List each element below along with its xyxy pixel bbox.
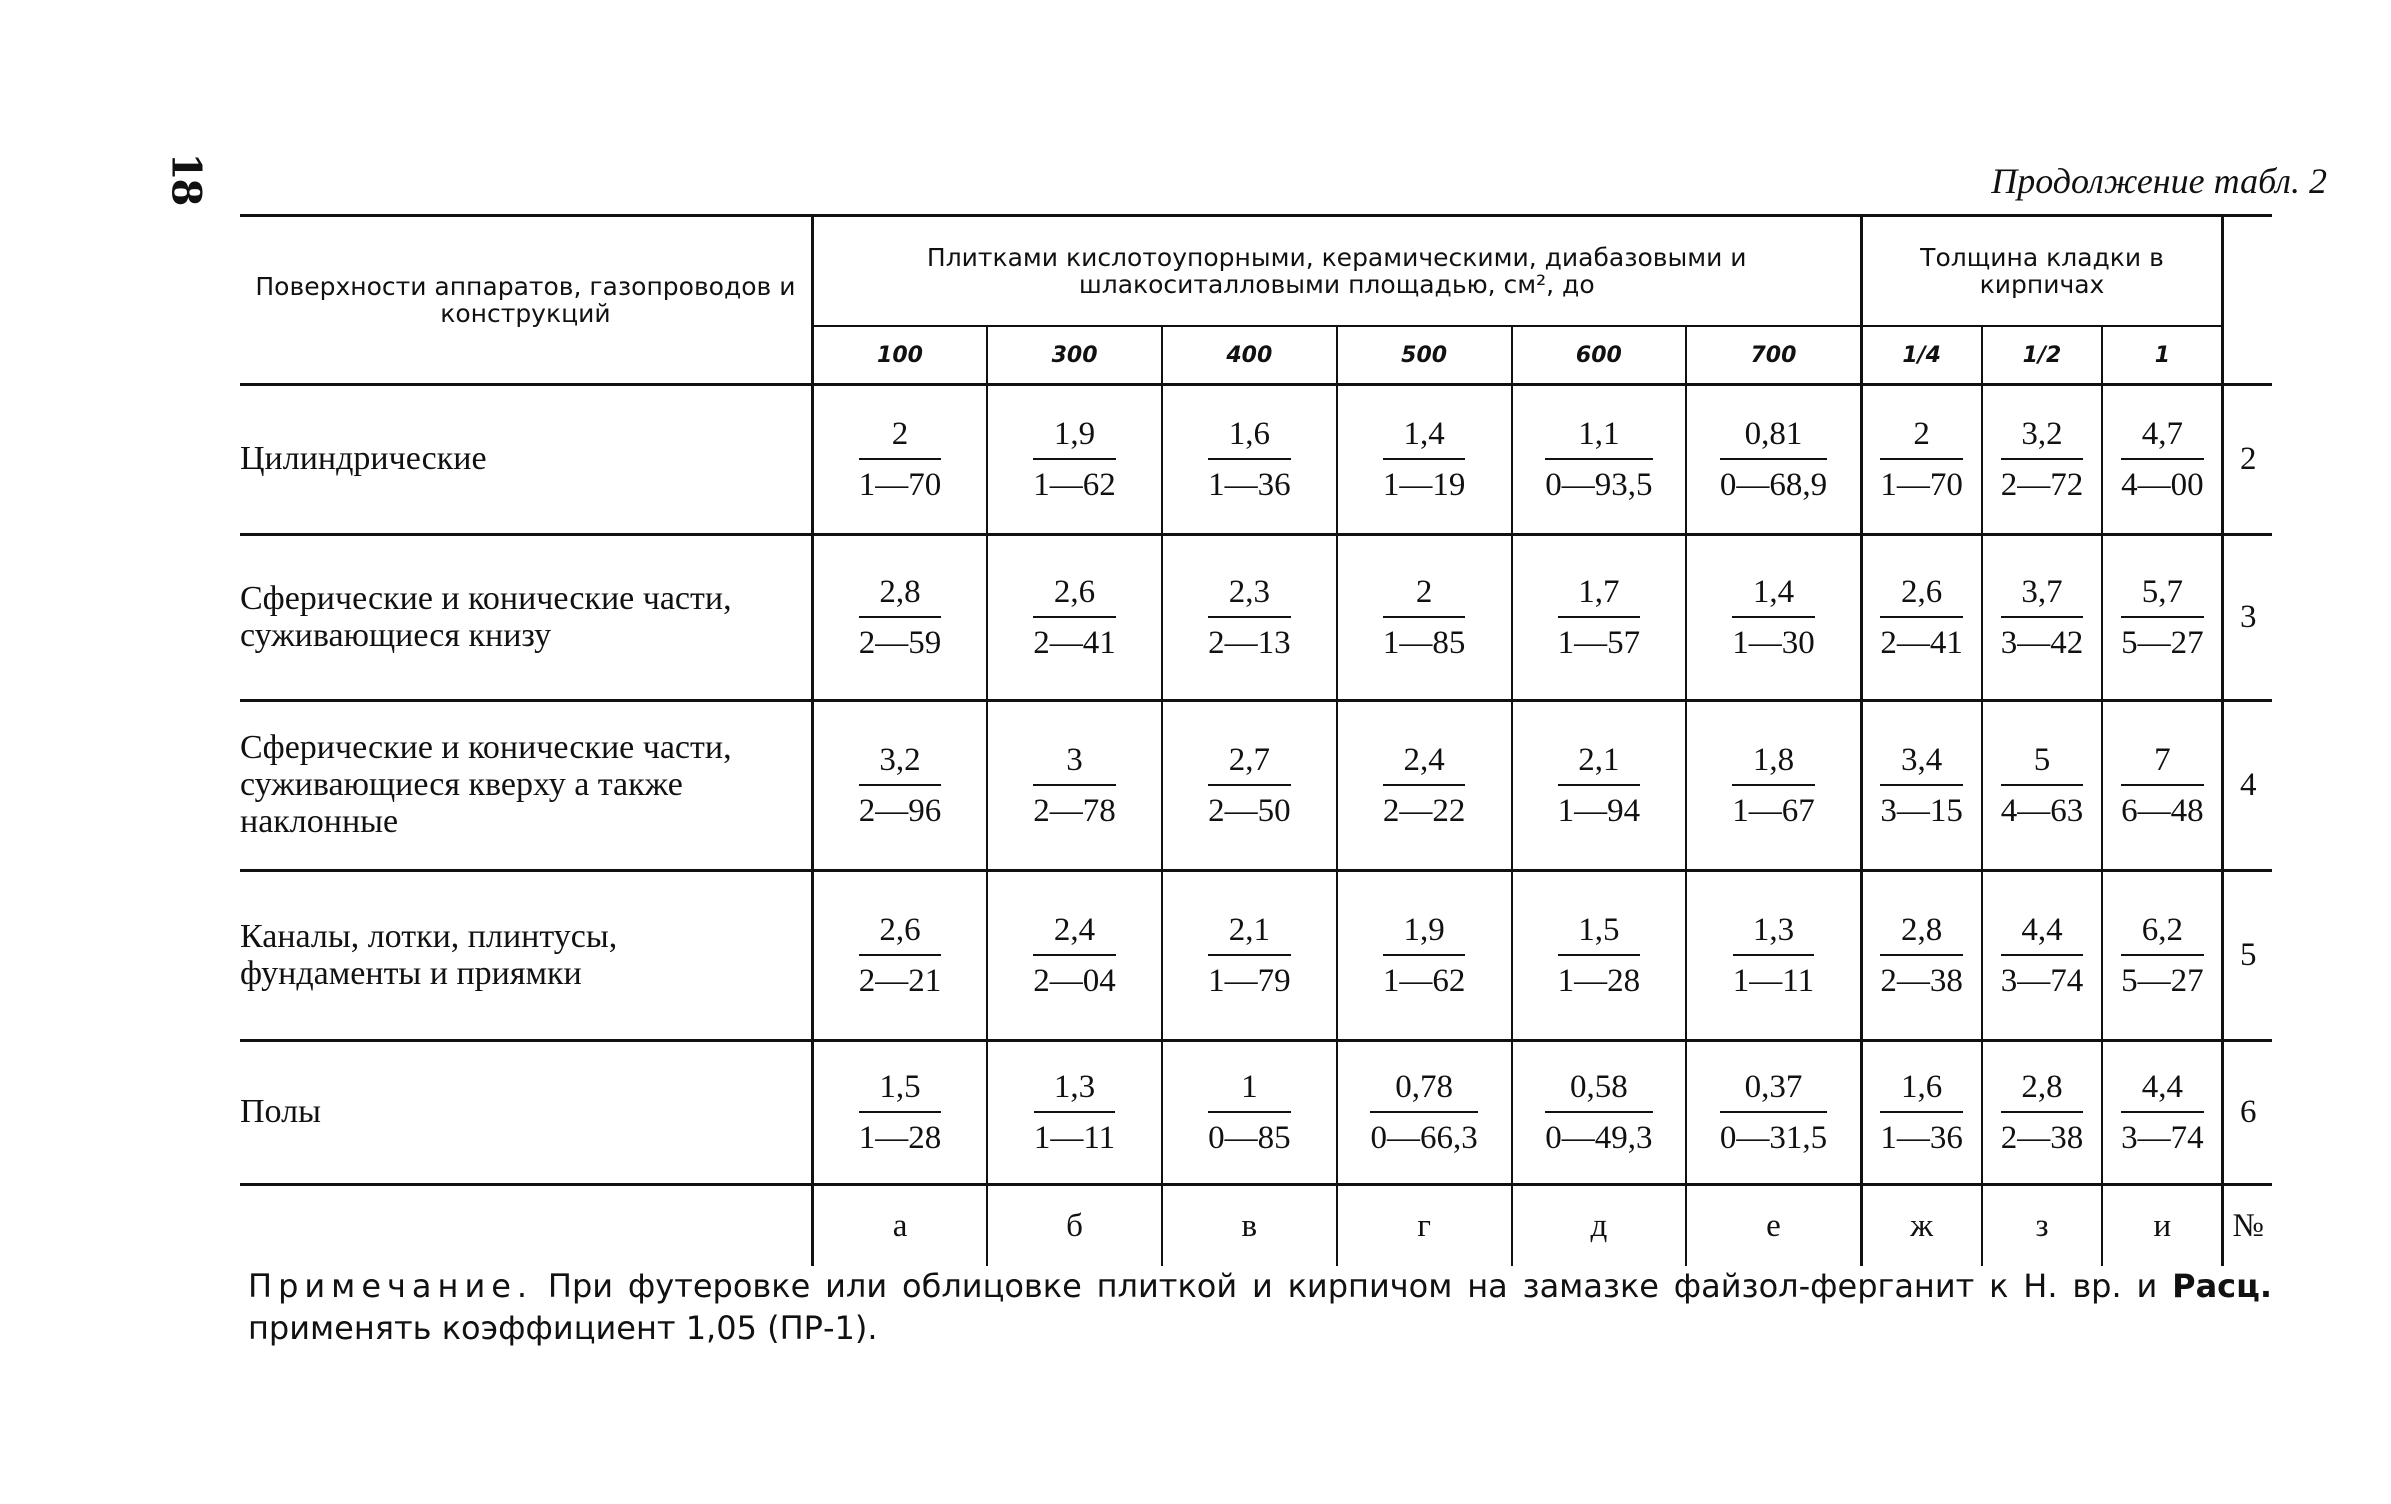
rate-fraction [1732,575,1815,660]
rate-time: 0,78 [1370,1070,1477,1113]
rate-fraction [1033,743,1116,828]
rate-price: 1—28 [858,1119,942,1156]
brick-size-one: 1 [2102,326,2223,385]
column-letter: ж [1861,1185,1982,1267]
rate-price: 2—50 [1208,792,1291,829]
rate-time: 1,8 [1732,743,1815,786]
rate-price: 1—11 [1033,1119,1116,1156]
rate-price: 2—59 [858,624,942,661]
table-row [240,871,2272,1041]
rate-fraction [1033,913,1116,998]
rate-fraction [2121,1070,2204,1155]
rate-price: 0—49,3 [1545,1119,1653,1156]
brick-size-quarter: 1/4 [1861,326,1982,385]
rate-fraction [2121,417,2204,502]
rate-price: 2—22 [1382,792,1466,829]
rate-price: 3—74 [2121,1119,2204,1156]
rate-time: 4,4 [2001,913,2084,956]
rate-price: 1—11 [1732,962,1815,999]
rate-price: 2—21 [858,962,942,999]
note-text-continued: применять коэффициент 1,05 (ПР-1). [248,1308,878,1347]
rate-fraction [1208,743,1291,828]
rate-price: 2—78 [1033,792,1116,829]
rate-time: 2,6 [1033,575,1116,618]
rate-price: 1—28 [1557,962,1641,999]
column-letter: а [812,1185,987,1267]
rate-price: 4—00 [2121,466,2204,503]
tile-size-300: 300 [987,326,1162,385]
rate-time: 2,3 [1208,575,1291,618]
rate-fraction [1720,417,1827,502]
rate-price: 1—36 [1208,466,1291,503]
rate-time: 2,8 [1880,913,1963,956]
column-letter: е [1686,1185,1861,1267]
rate-price: 4—63 [2000,792,2084,829]
rate-price: 1—70 [1880,466,1963,503]
rate-price: 3—15 [1880,792,1963,829]
rate-time: 0,81 [1720,417,1827,460]
rate-price: 2—13 [1208,624,1291,661]
row-label: Цилиндрические [240,385,812,535]
tiles-group-header: Плитками кислотоупорными, керамическими, диабазовыми и шлакоситалловыми площадью, см², до [812,216,1861,327]
note-text: При футеровке или облицовке плиткой и кирпичом на замазке файзол-ферганит к Н. вр. и [547,1267,2158,1305]
row-number: 5 [2223,871,2272,1041]
table-row [240,535,2272,701]
rate-price: 2—41 [1033,624,1116,661]
rate-price: 1—19 [1382,466,1466,503]
tile-size-500: 500 [1337,326,1512,385]
rate-price: 0—85 [1208,1119,1291,1156]
rate-price: 3—42 [2000,624,2084,661]
rate-price: 1—57 [1557,624,1641,661]
rate-time: 1,4 [1383,417,1466,460]
rate-fraction [2121,913,2204,998]
rate-fraction [1208,575,1291,660]
brick-size-half: 1/2 [1982,326,2103,385]
row-label: Сферические и конические части, суживающиеся книзу [240,535,812,701]
rate-fraction [1383,913,1466,998]
rate-price: 1—62 [1033,466,1116,503]
rate-time: 1,7 [1558,575,1641,618]
rate-fraction [859,743,942,828]
surface-column-header: Поверхности аппаратов, газопроводов и конструкций [240,216,812,385]
rates-table-container [240,214,2272,1266]
row-label: Сферические и конические части, суживающиеся кверху а также наклонные [240,701,812,871]
rate-fraction [1208,913,1291,998]
tile-size-400: 400 [1162,326,1337,385]
rate-price: 1—85 [1382,624,1466,661]
rate-fraction [1880,575,1963,660]
rate-price: 1—62 [1382,962,1466,999]
rate-fraction [1383,417,1466,502]
rate-time: 3,4 [1880,743,1963,786]
rate-price: 2—41 [1880,624,1963,661]
rate-time: 2,1 [1208,913,1291,956]
number-header-spacer [2223,326,2272,385]
rate-time: 6,2 [2121,913,2204,956]
tile-size-700: 700 [1686,326,1861,385]
rate-price: 2—38 [1880,962,1963,999]
row-number: 3 [2223,535,2272,701]
rate-fraction [1370,1070,1477,1155]
rate-price: 1—79 [1208,962,1291,999]
rate-price: 0—66,3 [1370,1119,1478,1156]
row-number: 4 [2223,701,2272,871]
rate-price: 2—38 [2000,1119,2084,1156]
rate-fraction [2001,913,2084,998]
rate-time: 1,9 [1383,913,1466,956]
rate-time: 3,2 [2001,417,2084,460]
rate-price: 5—27 [2121,962,2204,999]
row-number: 6 [2223,1041,2272,1185]
rate-fraction [859,417,942,502]
rate-time: 2,1 [1558,743,1641,786]
rate-time: 3,2 [859,743,942,786]
rate-time: 1,1 [1545,417,1652,460]
rate-fraction [2121,743,2204,828]
rate-time: 1,9 [1033,417,1116,460]
rate-fraction [2001,743,2084,828]
rate-time: 2 [1880,417,1963,460]
rate-fraction [1558,575,1641,660]
note-prefix: Примечание. [248,1267,534,1305]
rates-table [240,214,2272,1266]
rate-fraction [2001,417,2084,502]
rate-time: 2 [1383,575,1466,618]
row-number: 2 [2223,385,2272,535]
table-row [240,1041,2272,1185]
rate-price: 2—96 [858,792,942,829]
rate-time: 1 [1208,1070,1291,1113]
rate-price: 2—04 [1033,962,1116,999]
tile-size-600: 600 [1512,326,1687,385]
rate-time: 1,5 [859,1070,942,1113]
number-symbol: № [2223,1185,2272,1267]
rate-fraction [1720,1070,1827,1155]
column-letter: и [2102,1185,2223,1267]
table-row [240,701,2272,871]
column-letter: в [1162,1185,1337,1267]
rate-time: 5,7 [2121,575,2204,618]
rate-price: 5—27 [2121,624,2204,661]
rate-fraction [859,575,942,660]
rate-time: 1,3 [1733,913,1814,956]
column-letters-row [240,1185,2272,1267]
rate-fraction [1208,417,1291,502]
rate-time: 5 [2001,743,2084,786]
rate-fraction [859,1070,942,1155]
rate-price: 3—74 [2000,962,2084,999]
rate-time: 7 [2121,743,2204,786]
note-bold-word: Расц. [2172,1267,2273,1305]
rate-fraction [1880,417,1963,502]
number-column-header [2223,216,2272,327]
rate-fraction [859,913,942,998]
rate-price: 1—67 [1732,792,1815,829]
rate-time: 2,4 [1033,913,1116,956]
rate-price: 0—31,5 [1719,1119,1828,1156]
row-label: Каналы, лотки, плинтусы, фундаменты и приямки [240,871,812,1041]
rate-fraction [1733,913,1814,998]
rate-fraction [1383,575,1466,660]
rate-fraction [1034,1070,1115,1155]
rate-time: 3 [1033,743,1116,786]
tile-size-100: 100 [812,326,987,385]
table-note [248,1266,2272,1349]
rate-time: 4,7 [2121,417,2204,460]
rate-time: 1,5 [1558,913,1641,956]
rate-price: 0—93,5 [1545,466,1653,503]
rate-fraction [2001,1070,2084,1155]
table-row [240,385,2272,535]
rate-fraction [2121,575,2204,660]
rate-time: 0,37 [1720,1070,1827,1113]
column-letter: г [1337,1185,1512,1267]
rates-table-body [240,385,2272,1267]
rate-fraction [1545,417,1652,502]
rate-time: 1,4 [1732,575,1815,618]
rate-fraction [1880,743,1963,828]
rate-price: 2—72 [2000,466,2084,503]
rate-fraction [1033,575,1116,660]
rate-time: 1,3 [1034,1070,1115,1113]
table-continuation-caption: Продолжение табл. 2 [1991,161,2327,201]
letters-row-spacer [240,1185,812,1267]
rate-fraction [1558,743,1641,828]
rate-fraction [1558,913,1641,998]
rate-fraction [1383,743,1466,828]
row-label: Полы [240,1041,812,1185]
brick-group-header: Толщина кладки в кирпичах [1861,216,2223,327]
rate-price: 6—48 [2121,792,2204,829]
rate-time: 1,6 [1208,417,1291,460]
rate-fraction [1545,1070,1652,1155]
column-letter: б [987,1185,1162,1267]
rate-time: 4,4 [2121,1070,2204,1113]
rate-time: 1,6 [1880,1070,1963,1113]
rate-time: 2,4 [1383,743,1466,786]
column-letter: д [1512,1185,1687,1267]
rate-time: 2,6 [859,913,942,956]
rate-price: 1—94 [1557,792,1641,829]
page-number: 18 [162,152,210,205]
rate-price: 1—30 [1732,624,1815,661]
rate-time: 0,58 [1545,1070,1652,1113]
rate-fraction [1880,913,1963,998]
rate-price: 1—36 [1880,1119,1963,1156]
rate-fraction [1208,1070,1291,1155]
rate-fraction [1732,743,1815,828]
rate-time: 2,8 [2001,1070,2084,1113]
rate-fraction [1880,1070,1963,1155]
rate-fraction [2001,575,2084,660]
rate-time: 2,7 [1208,743,1291,786]
rate-time: 2,8 [859,575,942,618]
rate-price: 0—68,9 [1719,466,1828,503]
rate-time: 2,6 [1880,575,1963,618]
rate-price: 1—70 [858,466,942,503]
rate-time: 3,7 [2001,575,2084,618]
rate-fraction [1033,417,1116,502]
rate-time: 2 [859,417,942,460]
column-letter: з [1982,1185,2103,1267]
